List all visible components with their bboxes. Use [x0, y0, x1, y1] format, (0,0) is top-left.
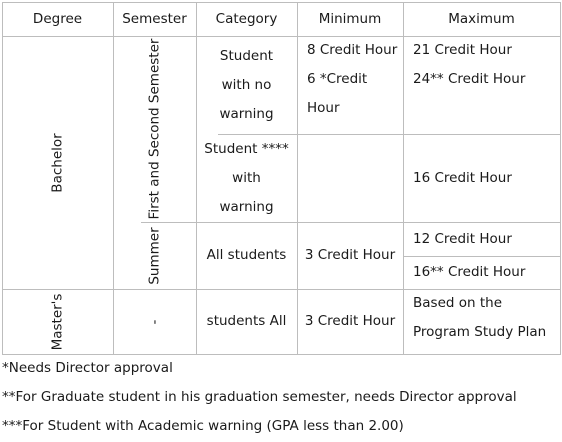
minimum-with-warning [297, 134, 403, 222]
minimum-masters: 3 Credit Hour [304, 313, 396, 329]
header-category: Category [215, 10, 278, 27]
degree-masters: Master's [49, 293, 66, 350]
header-degree: Degree [32, 10, 83, 27]
minimum-no-warning: 8 Credit Hour 6 *Credit Hour [307, 42, 398, 116]
footnote-2: **For Graduate student in his graduation semester, needs Director approval [2, 389, 517, 405]
category-masters: students All [206, 313, 287, 329]
category-no-warning: Student with no warning [219, 47, 274, 122]
footnote-1: *Needs Director approval [2, 360, 173, 376]
maximum-with-warning: 16 Credit Hour [413, 169, 512, 186]
semester-first-second: First and Second Semester [146, 38, 163, 220]
maximum-summer-1: 12 Credit Hour [413, 230, 512, 247]
maximum-masters: Based on the Program Study Plan [413, 295, 547, 340]
semester-summer: Summer [146, 226, 163, 285]
semester-masters: - [146, 319, 163, 324]
header-semester: Semester [122, 10, 187, 27]
maximum-no-warning: 21 Credit Hour 24** Credit Hour [413, 42, 526, 87]
table-border-bottom [2, 354, 560, 355]
maximum-summer-2: 16** Credit Hour [413, 264, 526, 280]
header-minimum: Minimum [318, 10, 382, 27]
category-summer: All students [206, 247, 287, 263]
category-with-warning: Student **** with warning [204, 140, 289, 215]
footnote-3: ***For Student with Academic warning (GPA less than 2.00) [2, 418, 404, 434]
table-border-right [560, 2, 561, 355]
header-maximum: Maximum [448, 10, 515, 27]
degree-bachelor: Bachelor [49, 132, 66, 193]
minimum-summer: 3 Credit Hour [304, 247, 396, 263]
